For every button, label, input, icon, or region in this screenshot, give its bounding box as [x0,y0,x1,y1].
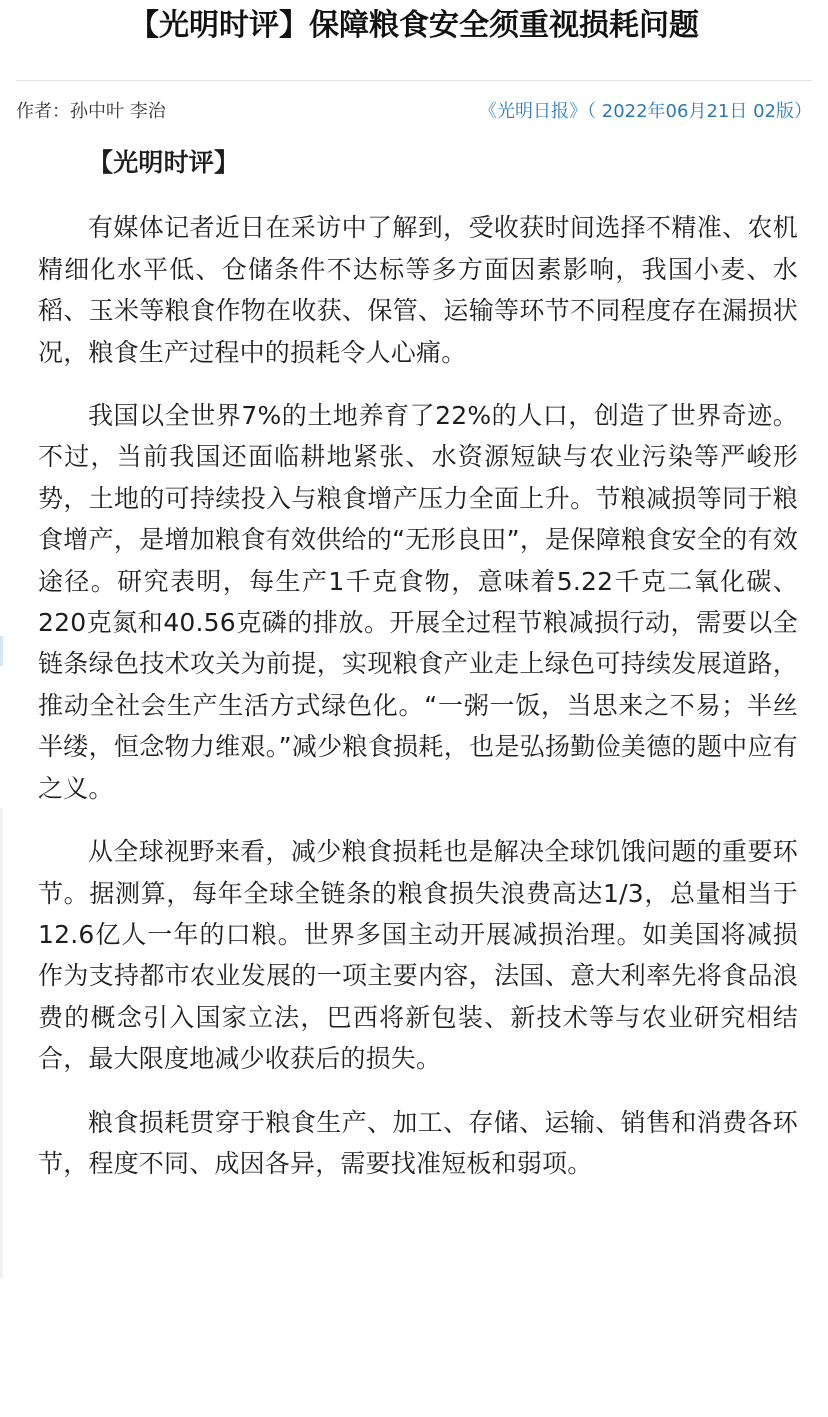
author-line: 作者：孙中叶 李治 [16,101,166,122]
paragraph-3: 从全球视野来看，减少粮食损耗也是解决全球饥饿问题的重要环节。据测算，每年全球全链条的粮食损失浪费高达1/3，总量相当于12.6亿人一年的口粮。世界多国主动开展减损治理。如美国将减损作为支持都市农业发展的一项主要内容，法国、意大利率先将食品浪费的概念引入国家立法，巴西将新包装、新技术等与农业研究相结合，最大限度地减少收获后的损失。 [38,837,798,1074]
source-link[interactable]: 《光明日报》（ 2022年06月21日 02版） [479,101,812,122]
paragraph-4: 粮食损耗贯穿于粮食生产、加工、存储、运输、销售和消费各环节，程度不同、成因各异，需要找准短板和弱项。 [38,1107,798,1178]
article-body [38,142,798,1206]
scroll-edge-shade [0,808,3,1278]
title-divider [16,80,812,81]
paragraph-1: 有媒体记者近日在采访中了解到，受收获时间选择不精准、农机精细化水平低、仓储条件不达标等多方面因素影响，我国小麦、水稻、玉米等粮食作物在收获、保管、运输等环节不同程度存在漏损状况，粮食生产过程中的损耗令人心痛。 [38,213,798,367]
section-label: 【光明时评】 [88,148,240,177]
paragraph-2: 我国以全世界7%的土地养育了22%的人口，创造了世界奇迹。不过，当前我国还面临耕地紧张、水资源短缺与农业污染等严峻形势，土地的可持续投入与粮食增产压力全面上升。节粮减损等同于粮食增产，是增加粮食有效供给的“无形良田”，是保障粮食安全的有效途径。研究表明，每生产1千克食物，意味着5.22千克二氧化碳、220克氮和40.56克磷的排放。开展全过程节粮减损行动，需要以全链条绿色技术攻关为前提，实现粮食产业走上绿色可持续发展道路，推动全社会生产生活方式绿色化。“一粥一饭，当思来之不易；半丝半缕，恒念物力维艰。”减少粮食损耗，也是弘扬勤俭美德的题中应有之义。 [38,401,798,803]
scroll-edge-marker [0,636,3,666]
article-title: 【光明时评】保障粮食安全须重视损耗问题 [129,8,699,43]
